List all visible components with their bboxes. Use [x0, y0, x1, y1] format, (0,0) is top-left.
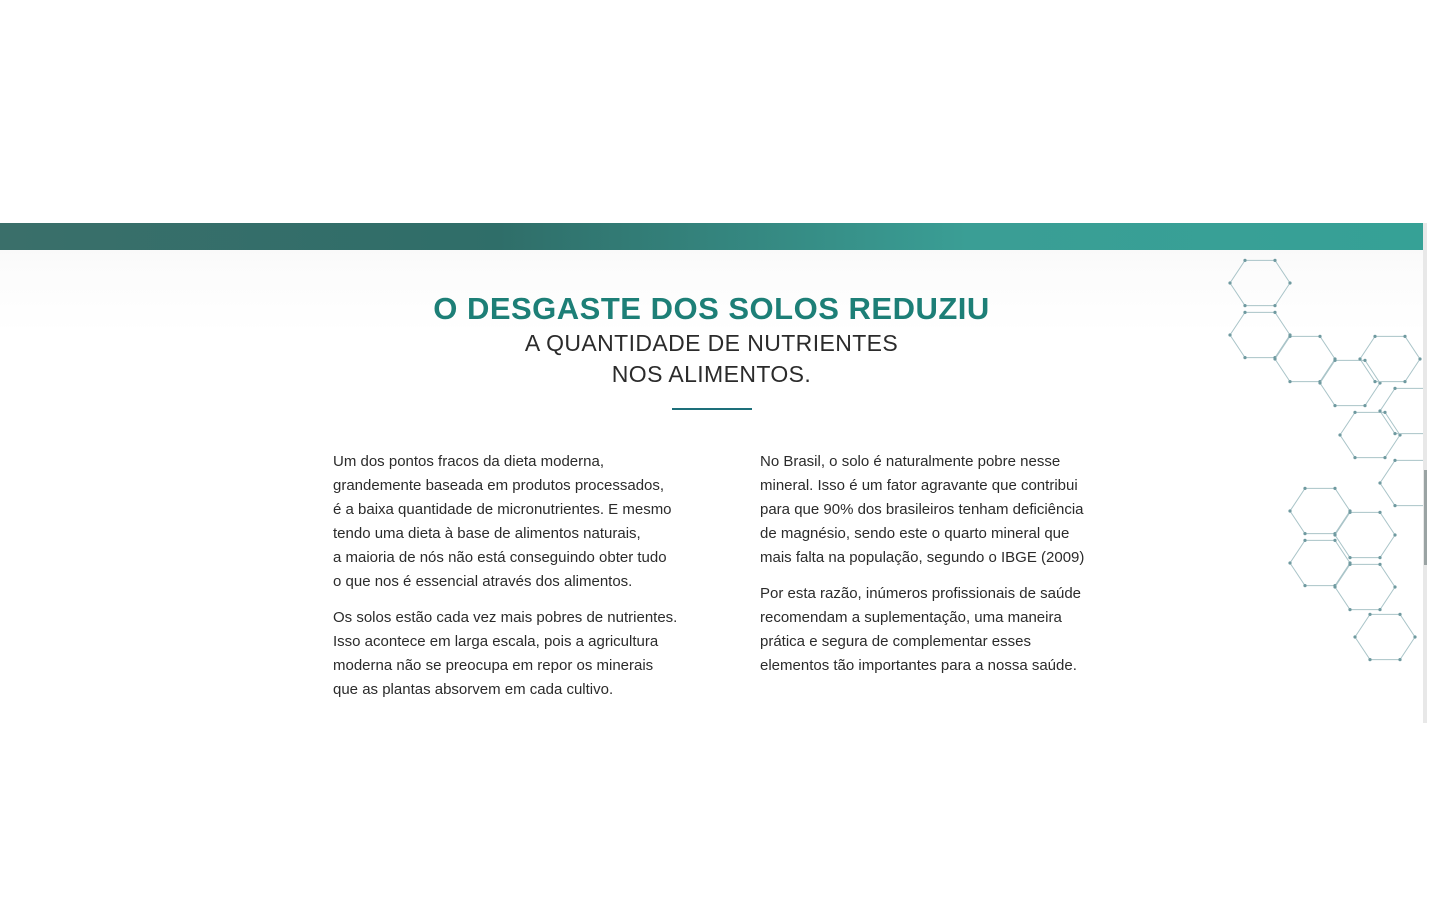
- hexagon-node: [1378, 556, 1381, 559]
- hexagon-node: [1398, 658, 1401, 661]
- hexagon-node: [1393, 585, 1396, 588]
- hexagon-node: [1288, 281, 1291, 284]
- hexagon-node: [1378, 608, 1381, 611]
- hexagon-node: [1368, 613, 1371, 616]
- hexagon-node: [1393, 533, 1396, 536]
- hexagon-node: [1398, 613, 1401, 616]
- hexagon-node: [1333, 404, 1336, 407]
- left-paragraph-1: Um dos pontos fracos da dieta moderna, grandemente baseada em produtos processados, é a baixa quantidade de micronutrientes. E mesmo tendo uma dieta à base de alimentos naturais, a maioria de nós não está conseguindo obter tudo o que nos é essencial através dos alimentos.: [333, 453, 672, 590]
- hexagon-node: [1378, 481, 1381, 484]
- hexagon-node: [1393, 459, 1396, 462]
- hexagon-cell: [1340, 412, 1400, 457]
- hexagon-node: [1303, 584, 1306, 587]
- scrollbar-thumb[interactable]: [1424, 470, 1427, 565]
- hexagon-node: [1393, 504, 1396, 507]
- hexagon-node: [1243, 259, 1246, 262]
- hexagon-node: [1348, 511, 1351, 514]
- hexagon-node: [1353, 635, 1356, 638]
- hexagon-node: [1303, 487, 1306, 490]
- left-paragraph-2: Os solos estão cada vez mais pobres de nutrientes. Isso acontece em larga escala, pois a agricultura moderna não se preocupa em repor os minerais que as plantas absorvem em cada cultivo.: [333, 609, 678, 698]
- heading-line-1: O DESGASTE DOS SOLOS REDUZIU: [433, 291, 990, 326]
- section-heading: [0, 290, 1423, 390]
- hexagon-node: [1378, 563, 1381, 566]
- hexagon-node: [1368, 658, 1371, 661]
- hexagon-node: [1353, 411, 1356, 414]
- hexagon-node: [1333, 539, 1336, 542]
- hexagon-node: [1333, 487, 1336, 490]
- hexagon-node: [1413, 635, 1416, 638]
- hexagon-node: [1288, 509, 1291, 512]
- hexagon-node: [1378, 409, 1381, 412]
- hexagon-node: [1393, 432, 1396, 435]
- hexagon-node: [1228, 281, 1231, 284]
- hexagon-node: [1383, 456, 1386, 459]
- hexagon-node: [1383, 411, 1386, 414]
- hexagon-node: [1303, 539, 1306, 542]
- hexagon-cell: [1380, 460, 1423, 505]
- hexagon-node: [1348, 563, 1351, 566]
- hexagon-cell: [1380, 388, 1423, 433]
- hexagon-node: [1378, 511, 1381, 514]
- right-paragraph-1: No Brasil, o solo é naturalmente pobre nesse mineral. Isso é um fator agravante que contribui para que 90% dos brasileiros tenham deficiência de magnésio, sendo este o quarto mineral que mais falta na população, segundo o IBGE (2009): [760, 453, 1085, 566]
- right-paragraph-2: Por esta razão, inúmeros profissionais de saúde recomendam a suplementação, uma maneira prática e segura de complementar esses elementos tão importantes para a nossa saúde.: [760, 585, 1082, 674]
- heading-line-3: NOS ALIMENTOS.: [611, 361, 812, 387]
- hexagon-node: [1348, 608, 1351, 611]
- hexagon-cell: [1355, 614, 1415, 659]
- top-gradient-band: [0, 223, 1423, 250]
- heading-divider: [672, 408, 752, 410]
- hexagon-node: [1348, 556, 1351, 559]
- right-text-column: [760, 450, 1130, 690]
- hexagon-node: [1273, 259, 1276, 262]
- left-text-column: [333, 450, 703, 714]
- hexagon-node: [1303, 532, 1306, 535]
- heading-line-2: A QUANTIDADE DE NUTRIENTES: [524, 330, 899, 356]
- soil-depletion-section: [0, 223, 1423, 723]
- hexagon-node: [1338, 433, 1341, 436]
- hexagon-node: [1353, 456, 1356, 459]
- hexagon-node: [1333, 533, 1336, 536]
- hexagon-node: [1333, 585, 1336, 588]
- hexagon-node: [1363, 404, 1366, 407]
- hexagon-node: [1288, 561, 1291, 564]
